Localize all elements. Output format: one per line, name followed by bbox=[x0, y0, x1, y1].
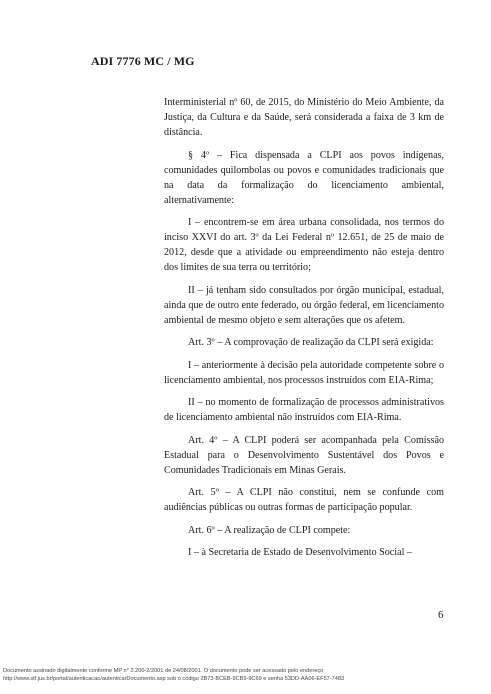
paragraph: II – já tenham sido consultados por órgão municipal, estadual, ainda que de outro ente federado, ou órgão federal, em licenciamento ambiental de mesmo objeto e sem alterações que os afetem. bbox=[164, 284, 444, 326]
paragraph: I – encontrem-se em área urbana consolidada, nos termos do inciso XXVI do art. 3º da Lei Federal nº 12.651, de 25 de maio de 2012, desde que a atividade ou empreendimento não esteja dentro dos limites de sua terra ou território; bbox=[164, 217, 444, 273]
paragraph: I – anteriormente à decisão pela autoridade competente sobre o licenciamento ambiental, nos processos instruídos com EIA-Rima; bbox=[164, 359, 444, 386]
paragraph: Art. 4º – A CLPI poderá ser acompanhada pela Comissão Estadual para o Desenvolvimento Sustentável dos Povos e Comunidades Tradicionais em Minas Gerais. bbox=[164, 434, 444, 476]
page-number: 6 bbox=[438, 609, 444, 621]
paragraph: II – no momento de formalização de processos administrativos de licenciamento ambiental não instruídos com EIA-Rima. bbox=[164, 397, 444, 423]
document-header: ADI 7776 MC / MG bbox=[91, 54, 195, 68]
document-body bbox=[164, 95, 444, 568]
paragraph: Art. 5º – A CLPI não constitui, nem se confunde com audiências públicas ou outras formas de participação popular. bbox=[164, 487, 444, 513]
paragraph: § 4º – Fica dispensada a CLPI aos povos indígenas, comunidades quilombolas ou povos e comunidades tradicionais que na data da formalização do licenciamento ambiental, alternativamente: bbox=[164, 149, 444, 206]
paragraph: Art. 3º – A comprovação de realização da CLPI será exigida: bbox=[188, 337, 434, 348]
signature-footer bbox=[3, 667, 491, 683]
footer-line-verification-link[interactable]: http://www.stf.jus.br/portal/autenticacao/autenticarDocumento.asp sob o código 2B73-BCEB-9CB9-9C69 e senha 53DD-AA06-EF57-7483 bbox=[3, 676, 345, 682]
footer-line-signature: Documento assinado digitalmente conforme MP n° 2.200-2/2001 de 24/08/2001. O documento pode ser acessado pelo endereço bbox=[3, 668, 324, 674]
paragraph: Art. 6º – A realização de CLPI compete: bbox=[188, 524, 351, 536]
paragraph: Interministerial nº 60, de 2015, do Ministério do Meio Ambiente, da Justiça, da Cultura e da Saúde, será considerada a faixa de 3 km de distância. bbox=[164, 97, 444, 138]
paragraph: I – à Secretaria de Estado de Desenvolvimento Social – bbox=[188, 547, 412, 558]
